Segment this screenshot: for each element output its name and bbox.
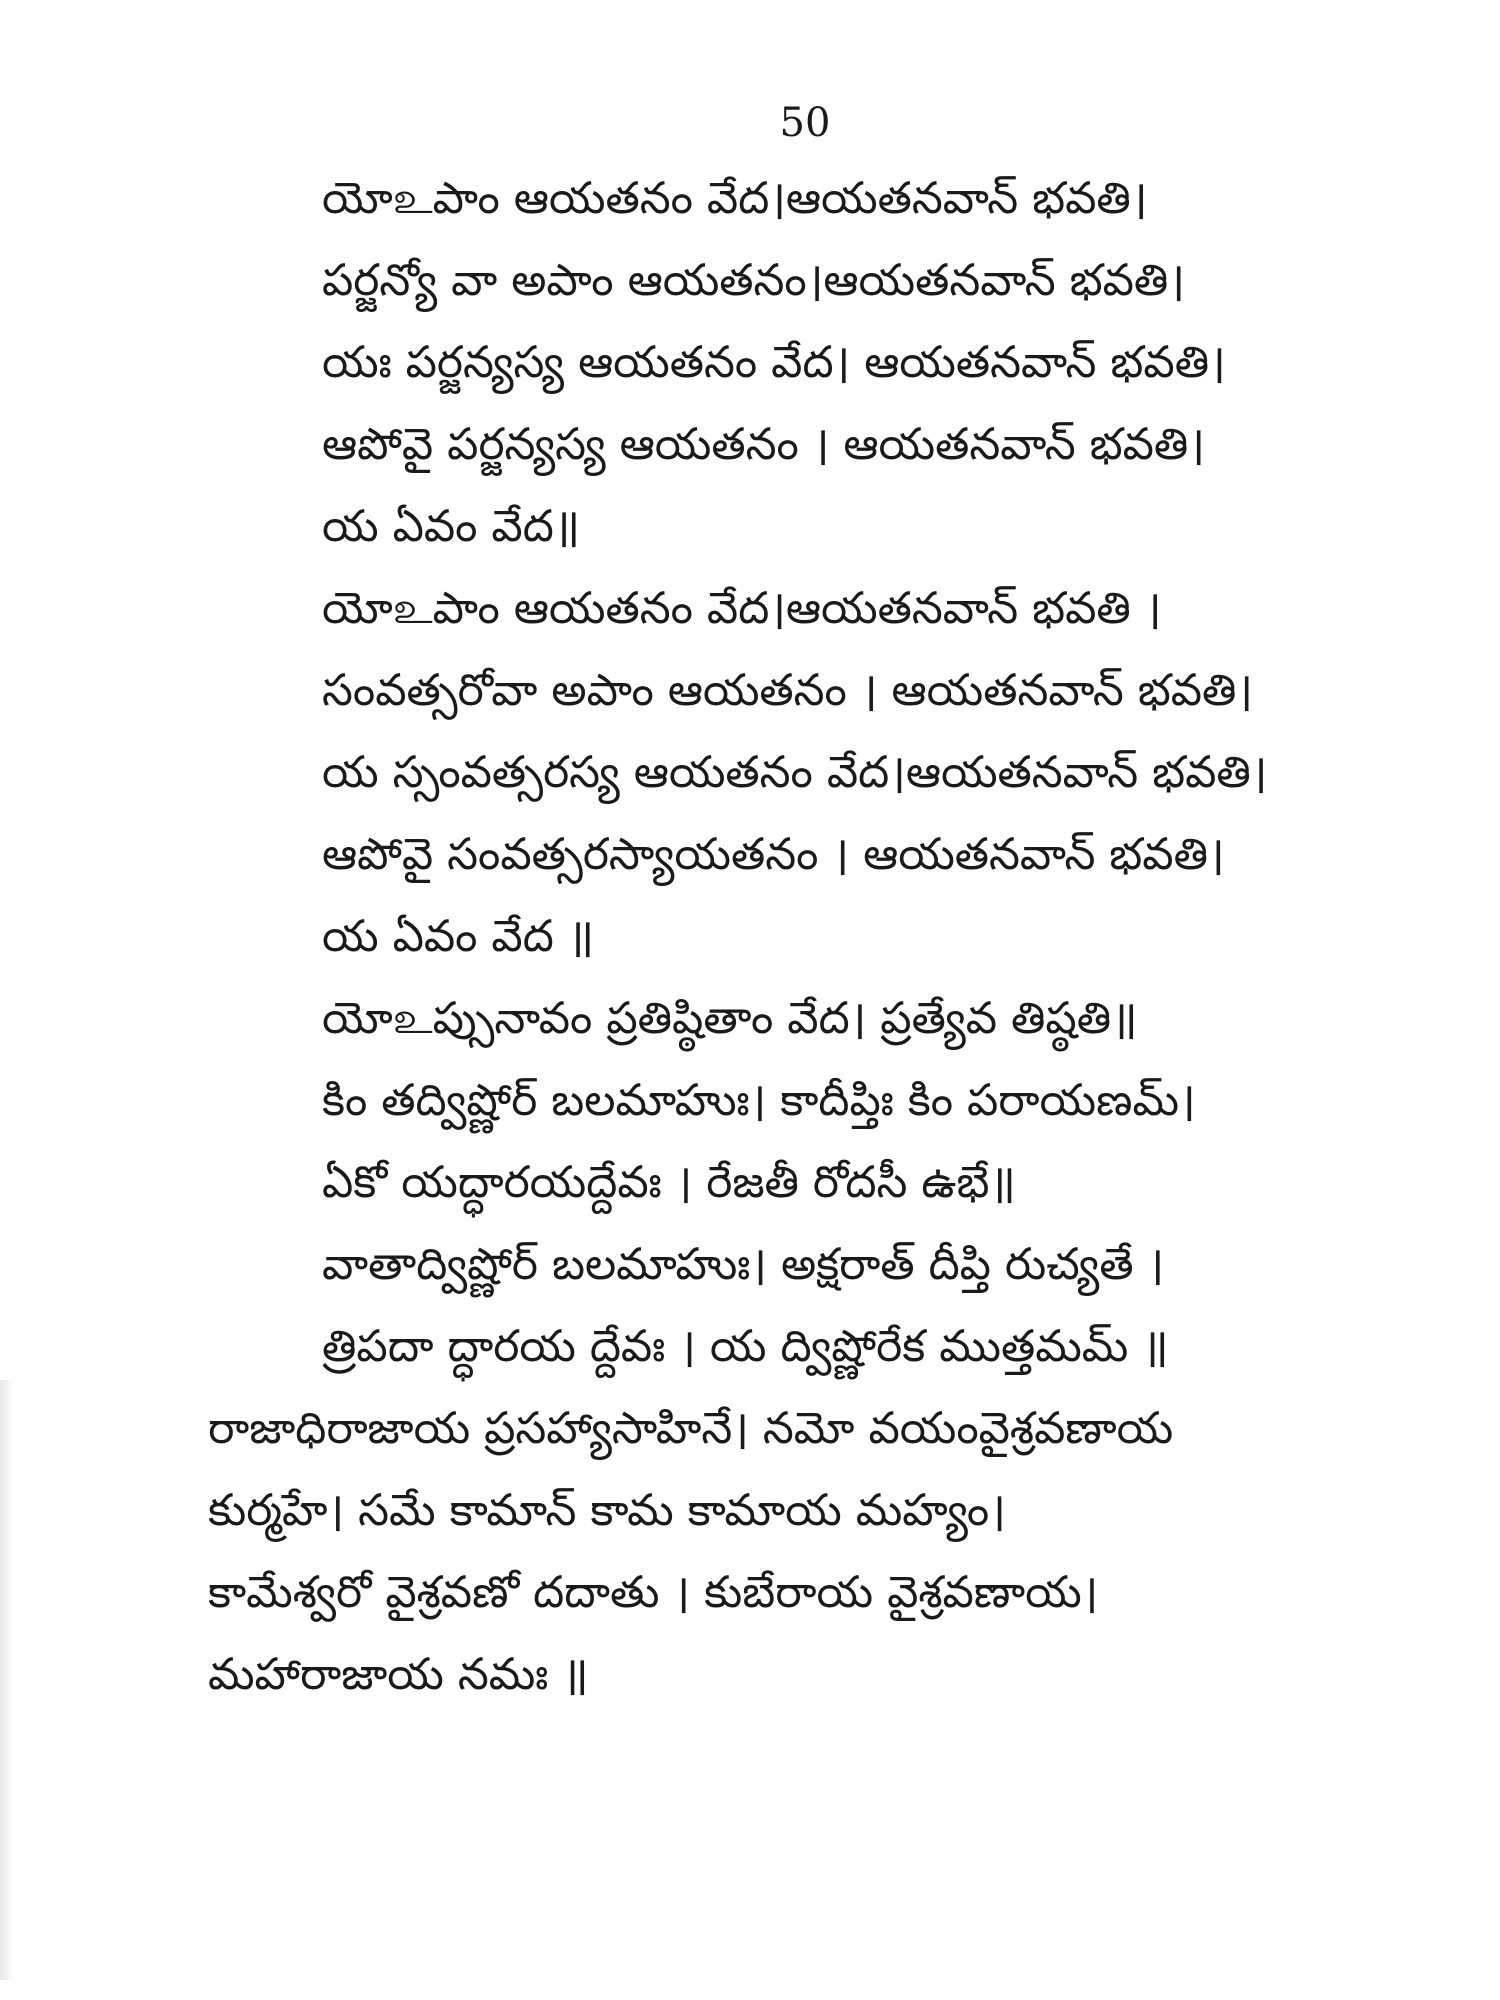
verse-line: కిం తద్విష్ణోర్ బలమాహుః। కాదీప్తిః కిం పరాయణమ్। — [322, 1075, 1196, 1126]
verse-line: యః పర్జన్యస్య ఆయతనం వేద। ఆయతనవాన్ భవతి। — [322, 337, 1226, 388]
verse-line: కుర్మహే। సమే కామాన్ కామ కామాయ మహ్యం। — [208, 1485, 1006, 1536]
verse-line: ఏకో యద్ధారయద్దేవః । రేజతీ రోదసీ ఉభే॥ — [322, 1157, 1016, 1208]
verse-line: కామేశ్వరో వైశ్రవణో దదాతు । కుబేరాయ వైశ్రవణాయ। — [208, 1567, 1099, 1618]
verse-line: త్రిపదా ద్ధారయ ద్దేవః । య ద్విష్ణోరేక ముత్తమమ్ ॥ — [322, 1321, 1169, 1372]
verse-line: ఆపోవై పర్జన్యస్య ఆయతనం । ఆయతనవాన్ భవతి। — [322, 419, 1206, 470]
verse-line: య ఏవం వేద॥ — [322, 501, 581, 552]
verse-block — [0, 158, 1500, 1716]
verse-line: ఆపోవై సంవత్సరస్యాయతనం । ఆయతనవాన్ భవతి। — [322, 829, 1225, 880]
verse-line: యోஉప్సునావం ప్రతిష్ఠితాం వేద। ప్రత్యేవ తిష్ఠతి॥ — [322, 993, 1138, 1044]
page-number: 50 — [779, 100, 831, 146]
verse-line: యోஉపాం ఆయతనం వేద।ఆయతనవాన్ భవతి । — [322, 583, 1162, 634]
verse-line: సంవత్సరోవా అపాం ఆయతనం । ఆయతనవాన్ భవతి। — [322, 665, 1254, 716]
verse-line: పర్జన్యో వా అపాం ఆయతనం।ఆయతనవాన్ భవతి। — [322, 255, 1185, 306]
verse-line: య స్సంవత్సరస్య ఆయతనం వేద।ఆయతనవాన్ భవతి। — [322, 747, 1268, 798]
verse-line: య ఏవం వేద ॥ — [322, 911, 595, 962]
verse-line: మహారాజాయ నమః ॥ — [208, 1649, 589, 1700]
verse-line: వాతాద్విష్ణోర్ బలమాహుః। అక్షరాత్ దీప్తి రుచ్యతే । — [322, 1239, 1165, 1290]
verse-line: రాజాధిరాజాయ ప్రసహ్యాసాహినే। నమో వయంవైశ్రవణాయ — [208, 1403, 1174, 1454]
verse-line: యోஉపాం ఆయతనం వేద।ఆయతనవాన్ భవతి। — [322, 173, 1148, 224]
